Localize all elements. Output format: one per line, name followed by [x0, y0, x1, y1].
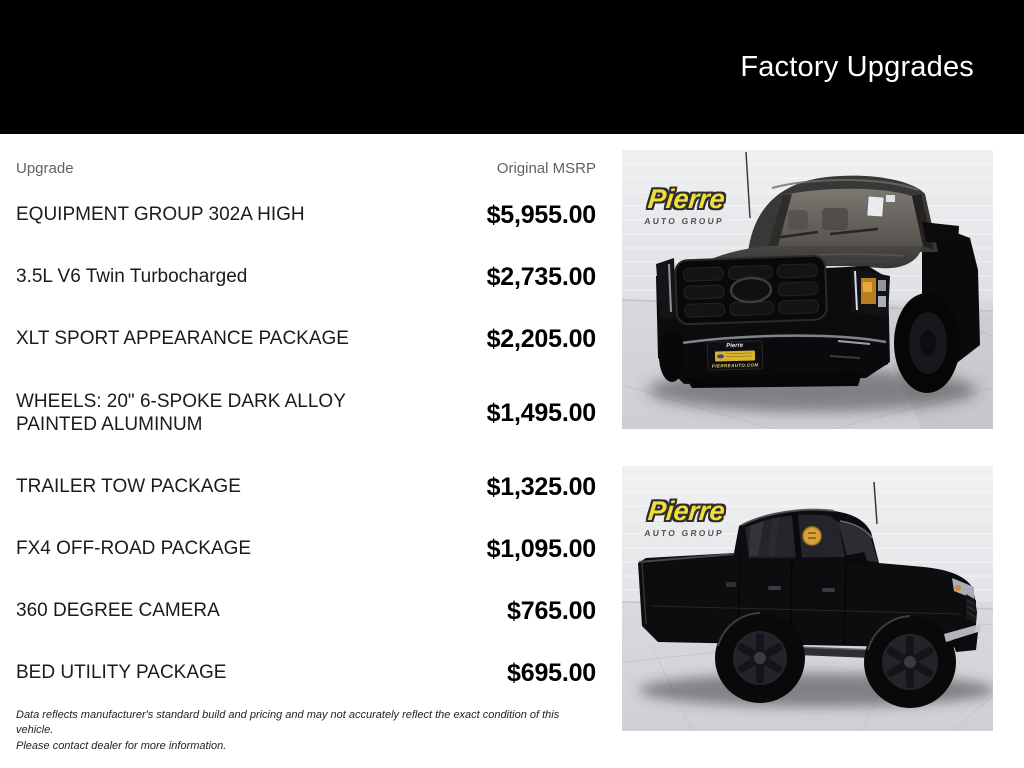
fx4-badge [726, 582, 736, 587]
upgrade-price: $2,735.00 [486, 262, 596, 291]
plate-url: PIERREAUTO.COM [711, 361, 759, 369]
plate-sticker [715, 351, 755, 362]
grille [675, 255, 827, 324]
upgrade-name: EQUIPMENT GROUP 302A HIGH [16, 204, 305, 226]
table-row [16, 580, 596, 642]
front-wheel [659, 330, 685, 382]
dealer-logo [644, 186, 728, 226]
table-row [16, 642, 596, 704]
table-row [16, 246, 596, 308]
upgrade-name: XLT SPORT APPEARANCE PACKAGE [16, 328, 349, 350]
disclaimer-text [16, 708, 596, 754]
column-header-msrp: Original MSRP [496, 160, 596, 177]
ford-oval-icon [717, 355, 724, 359]
page-title: Factory Upgrades [740, 50, 974, 83]
upgrade-name: 360 DEGREE CAMERA [16, 600, 220, 622]
license-plate [708, 341, 763, 369]
table-row [16, 456, 596, 518]
disclaimer-line-2: Please contact dealer for more information. [16, 739, 227, 752]
upgrade-price: $2,205.00 [486, 324, 596, 353]
window-sticker [803, 527, 821, 545]
upgrade-name: WHEELS: 20" 6-SPOKE DARK ALLOY PAINTED ALUMINUM [16, 390, 346, 435]
table-row [16, 184, 596, 246]
disclaimer-line-1: Data reflects manufacturer's standard build and pricing and may not accurately reflect the exact condition of this vehicle. [16, 709, 560, 737]
table-row [16, 308, 596, 370]
upgrade-price: $695.00 [507, 658, 596, 687]
upgrade-price: $1,095.00 [486, 534, 596, 563]
upgrade-name: TRAILER TOW PACKAGE [16, 476, 241, 498]
upgrade-price: $1,495.00 [486, 398, 596, 427]
table-row [16, 370, 596, 456]
windshield-sticker [867, 197, 883, 217]
dealer-logo [644, 498, 728, 538]
plate-dealer-name: Pierre [726, 342, 744, 350]
upgrade-name: FX4 OFF-ROAD PACKAGE [16, 538, 252, 560]
upgrade-price: $5,955.00 [486, 200, 596, 229]
door-handle [822, 588, 835, 592]
table-row [16, 518, 596, 580]
upgrade-price: $765.00 [507, 596, 596, 625]
upgrade-name: 3.5L V6 Twin Turbocharged [16, 266, 248, 288]
dealer-logo-subtitle: AUTO GROUP [643, 216, 725, 226]
dealer-logo-name: Pierre [646, 184, 727, 214]
table-rows [16, 184, 596, 704]
rear-wheel [715, 613, 805, 703]
dealer-logo-subtitle: AUTO GROUP [643, 528, 725, 538]
column-header-upgrade: Upgrade [16, 160, 74, 177]
upgrade-price: $1,325.00 [486, 472, 596, 501]
vehicle-photo-side [622, 466, 993, 731]
header-bar [0, 0, 1024, 134]
upgrades-table [16, 160, 596, 754]
ford-oval-emblem [731, 277, 772, 302]
upgrade-name: BED UTILITY PACKAGE [16, 662, 227, 684]
vehicle-photo-front [622, 150, 993, 429]
table-column-headers [16, 160, 596, 184]
front-wheel [864, 616, 956, 708]
door-handle [768, 586, 781, 590]
dealer-logo-name: Pierre [646, 496, 727, 526]
